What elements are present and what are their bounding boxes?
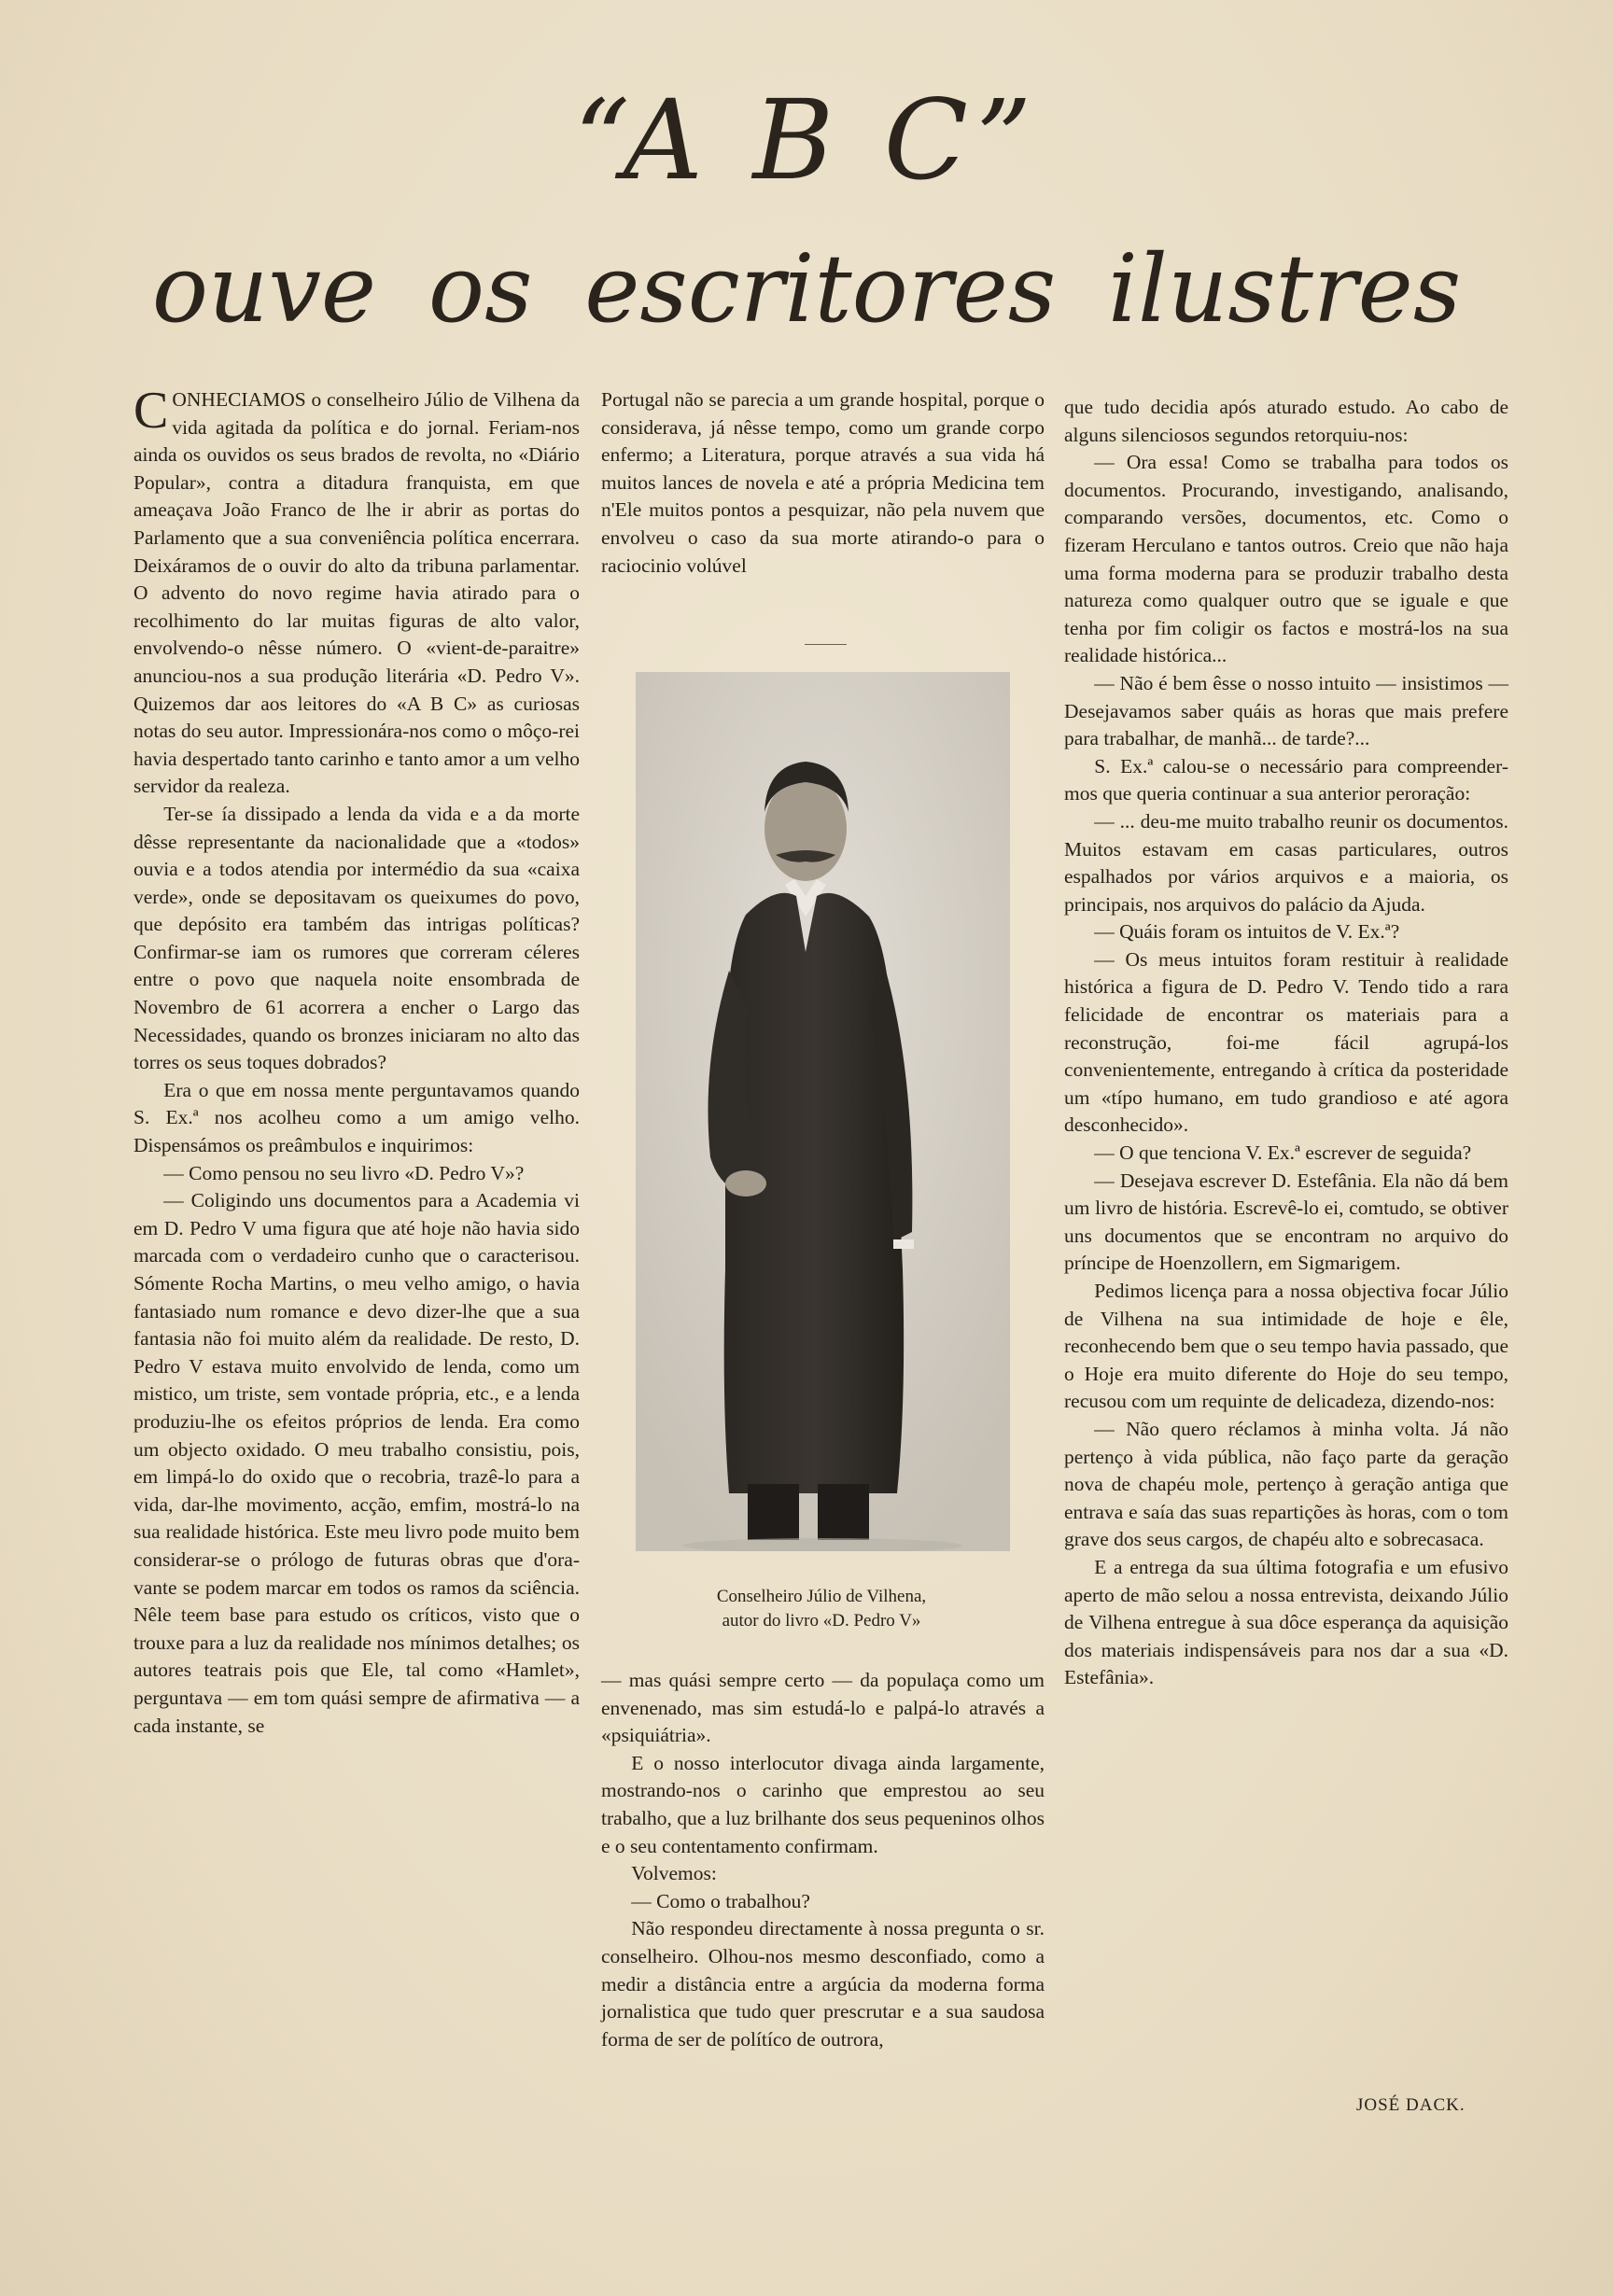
portrait-photo — [636, 672, 1010, 1551]
article-paragraph: — Quáis foram os intuitos de V. Ex.ª? — [1094, 920, 1400, 944]
caption-line: Conselheiro Júlio de Vilhena, — [716, 1587, 927, 1606]
magazine-title: “A B C” — [573, 76, 1040, 204]
article-paragraph: E o nosso interlocutor divaga ainda largamente, mostrando-nos o carinho que emprestou ao seu trabalho, que a luz brilhante dos seus pequeninos olhos e o seu contentamento confirmam. — [601, 1751, 1045, 1857]
article-column-2-bottom — [601, 1667, 1045, 2053]
article-paragraph: — Os meus intuitos foram restituir à realidade histórica a figura de D. Pedro V. Tendo tido a rara felicidade de encontrar os materiais para a reconstrução, foi-me fácil agrupá-los convenientemente, entregando à crítica da posteridade um «típo humano, em tudo grandioso e até agora desconhecido». — [1064, 947, 1508, 1137]
article-paragraph: — Não quero réclamos à minha volta. Já não pertenço à vida pública, não faço parte da geração nova de chapéu mole, pertenço à geração antiga que entrava e saía das suas repartições às horas, com o tom grave dos seus cargos, de chapéu alto e sobrecasaca. — [1064, 1417, 1508, 1551]
article-column-1 — [133, 382, 580, 1740]
article-paragraph: Volvemos: — [631, 1862, 717, 1885]
article-paragraph: — Ora essa! Como se trabalha para todos os documentos. Procurando, investigando, analisando, comparando versões, documentos, etc. Como o fizeram Herculano e tantos outros. Creio que não haja uma forma moderna para se produzir trabalho desta natureza como qualquer outro que se iguale e que tenha por fim coligir os factos e mostrá-los na sua realidade histórica... — [1064, 451, 1508, 667]
article-paragraph: — O que tenciona V. Ex.ª escrever de seguida? — [1094, 1141, 1472, 1165]
article-paragraph: CONHECIAMOS o conselheiro Júlio de Vilhena da vida agitada da política e do jornal. Feriam-nos ainda os ouvidos os seus brados de revolta, no «Diário Popular», contra a ditadura franquista, em que ameaçava João Franco de lhe ir abrir as portas do Parlamento que a sua conveniência política encerrara. Deixáramos de o ouvir do alto da tribuna parlamentar. O advento do novo regime havia atirado para o recolhimento do lar muitas figuras de alto valor, envolvendo-o nêsse número. O «vient-de-paraitre» anunciou-nos a sua produção literária «D. Pedro V». Quizemos dar aos leitores do «A B C» as curiosas notas do seu autor. Impressionára-nos como o môço-rei havia despertado tanto carinho e tanto amor a um velho servidor da realeza. — [133, 382, 580, 798]
article-paragraph: Era o que em nossa mente perguntavamos quando S. Ex.ª nos acolheu como a um amigo velho. Dispensámos os preâmbulos e inquirimos: — [133, 1078, 580, 1157]
article-paragraph: Portugal não se parecia a um grande hospital, porque o considerava, já nêsse tempo, como um grande corpo enfermo; a Literatura, porque através a sua vida há muitos lances de novela e até a própria Medicina tem n'Ele muitos pontos a pesquizar, não pela nuvem que envolveu o caso da sua morte atirando-o para o raciocinio volúvel — [601, 388, 1045, 577]
article-paragraph: — Coligindo uns documentos para a Academia vi em D. Pedro V uma figura que até hoje não havia sido marcada com o verdadeiro cunho que o caracterisou. Sómente Rocha Martins, o meu velho amigo, o havia fantasiado num romance e devo dizer-lhe que a sua fantasia não foi muito além da realidade. De resto, D. Pedro V estava muito envolvido de lenda, como um mistico, um triste, sem vontade própria, etc., e a lenda produziu-lhe os efeitos próprios de lenda. Era como um objecto oxidado. O meu trabalho consistiu, pois, em limpá-lo do oxido que o recobria, trazê-lo para a vida, dar-lhe movimento, acção, emfim, mostrá-lo na sua realidade histórica. Este meu livro pode muito bem considerar-se o prólogo de futuras obras que d'ora-vante se podem marcar em todos os ramos da sciência. Nêle teem base para estudo os críticos, visto que o trouxe para a luz da realidade nos mínimos detalhes; os autores teatrais pois que Ele, tal como «Hamlet», perguntava — em tom quási sempre de afirmativa — a cada instante, se — [133, 1189, 580, 1737]
article-paragraph: que tudo decidia após aturado estudo. Ao cabo de alguns silenciosos segundos retorquiu-nos: — [1064, 396, 1508, 446]
caption-line: autor do livro «D. Pedro V» — [722, 1611, 921, 1631]
photo-caption — [597, 1585, 1045, 1633]
article-paragraph: — Como pensou no seu livro «D. Pedro V»? — [163, 1161, 525, 1184]
article-paragraph: — Como o trabalhou? — [631, 1889, 810, 1912]
article-paragraph: Pedimos licença para a nossa objectiva focar Júlio de Vilhena na sua intimidade de hoje e êle, reconhecendo bem que o seu tempo havia passado, que o Hoje era muito diferente do Hoje do seu tempo, recusou com um requinte de delicadeza, dizendo-nos: — [1064, 1280, 1508, 1413]
article-paragraph: Não respondeu directamente à nossa pregunta o sr. conselheiro. Olhou-nos mesmo desconfiado, como a medir a distância entre a argúcia da moderna forma jornalistica que tudo quer prescrutar e a sua saudosa forma de ser de polítíco de outrora, — [601, 1917, 1045, 2051]
man-portrait-figure — [636, 672, 1010, 1551]
article-column-3 — [1064, 394, 1508, 1692]
article-paragraph: — ... deu-me muito trabalho reunir os documentos. Muitos estavam em casas particulares, outros espalhados por vários arquivos e a maioria, os principais, nos arquivos do palácio da Ajuda. — [1064, 809, 1508, 916]
article-paragraph: — Desejava escrever D. Estefânia. Ela não dá bem um livro de história. Escrevê-lo ei, comtudo, se obtiver uns documentos que se encontram no arquivo do príncipe de Hoenzollern, em Sigmarigem. — [1064, 1169, 1508, 1275]
article-paragraph: — mas quási sempre certo — da populaça como um envenenado, mas sim estudá-lo e palpá-lo através a «psiquiátria». — [601, 1669, 1045, 1747]
article-paragraph: — Não é bem êsse o nosso intuito — insistimos — Desejavamos saber quáis as horas que mais prefere para trabalhar, de manhã... de tarde?... — [1064, 671, 1508, 750]
divider-rule — [805, 644, 847, 645]
article-paragraph: Ter-se ía dissipado a lenda da vida e a da morte dêsse representante da nacionalidade que a «todos» ouvia e a todos atendia por intermédio da sua «caixa verde», onde se depositavam os queixumes do povo, que depósito era também das intrigas políticas? Confirmar-se iam os rumores que correram céleres entre o povo que naquela noite ensombrada de Novembro de 61 acorrera a encher o Largo das Necessidades, quando os bronzes iniciaram no alto das torres os seus toques dobrados? — [133, 802, 580, 1074]
article-paragraph: S. Ex.ª calou-se o necessário para compreender-mos que queria continuar a sua anterior peroração: — [1064, 754, 1508, 805]
drop-cap: C — [133, 382, 169, 440]
article-paragraph: E a entrega da sua última fotografia e um efusivo aperto de mão selou a nossa entrevista, deixando Júlio de Vilhena entregue à sua dôce esperança da aquisição dos materiais indispensáveis para nos dar a sua «D. Estefânia». — [1064, 1555, 1508, 1689]
article-column-2-top — [601, 386, 1045, 580]
author-signature: JOSÉ DACK. — [1356, 2095, 1466, 2115]
article-headline: ouve os escritores ilustres — [151, 234, 1462, 343]
